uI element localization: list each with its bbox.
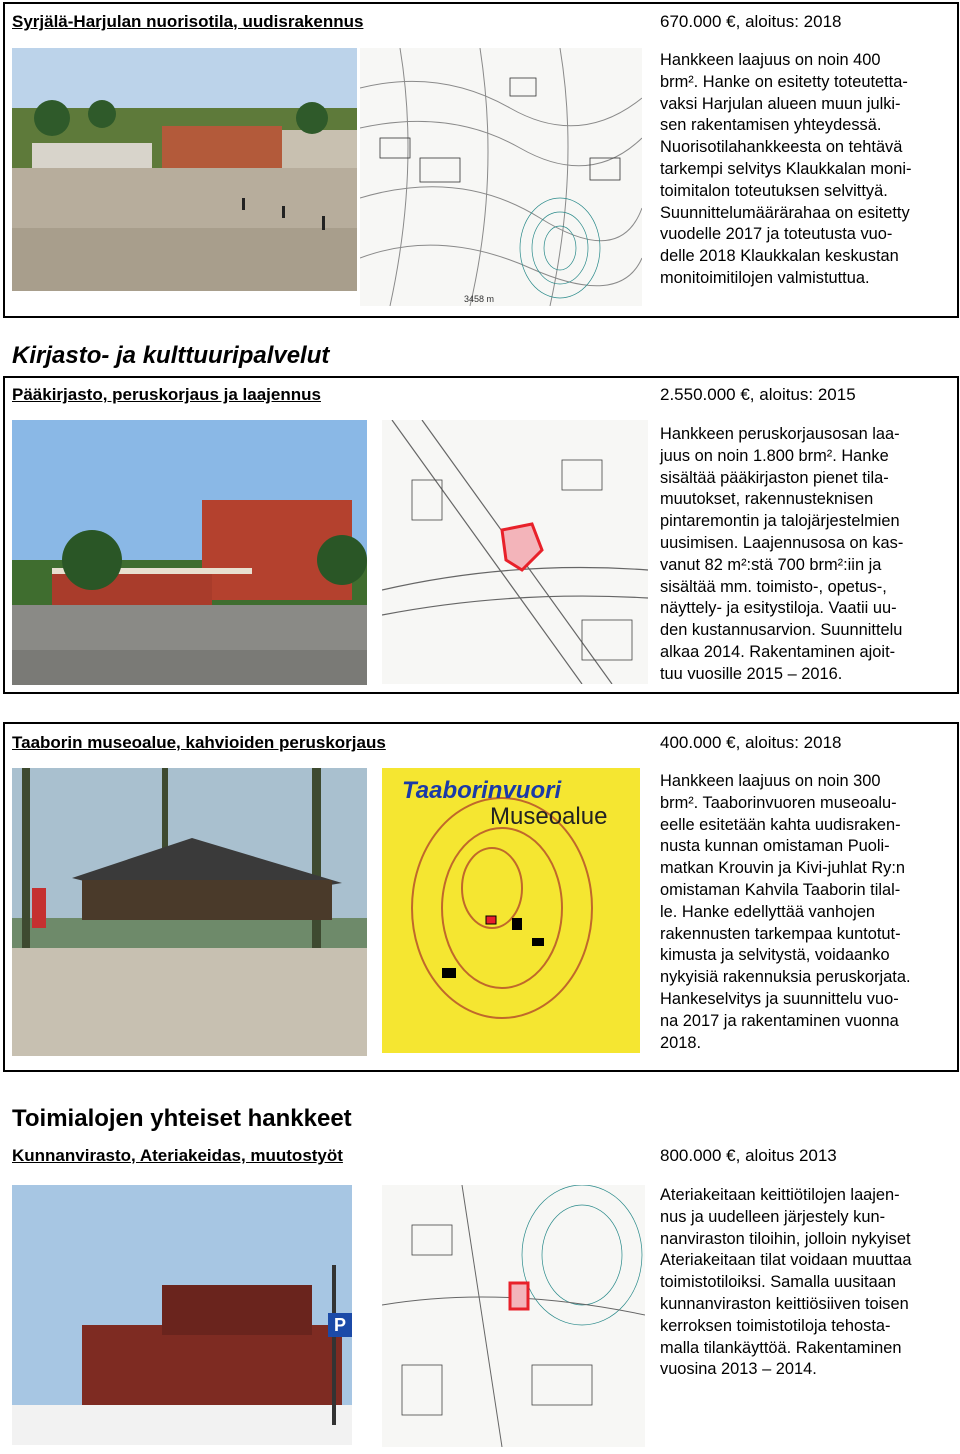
project-cost: 670.000 €, aloitus: 2018 [660,12,842,31]
parking-sign-letter: P [334,1315,347,1335]
section-heading-toimialat: Toimialojen yhteiset hankkeet [12,1105,352,1132]
project-title: Pääkirjasto, peruskorjaus ja laajennus [12,385,321,404]
project-title: Syrjälä-Harjulan nuorisotila, uudisrakennus [12,12,364,31]
project-cost: 400.000 €, aloitus: 2018 [660,733,842,752]
map-kunnanvirasto [382,1185,645,1447]
map-paakirjasto [382,420,648,684]
photo-nuorisotila-site [12,48,357,291]
highlight-area [510,1283,528,1309]
map-title: Taaborinvuori [402,777,562,804]
map-subtitle: Museoalue [490,803,608,830]
project-title: Kunnanvirasto, Ateriakeidas, muutostyöt [12,1146,343,1165]
photo-paakirjasto [12,420,367,685]
photo-kunnanvirasto [12,1185,352,1445]
project-description: Hankkeen laajuus on noin 300 brm². Taaborinvuoren museoalu- eelle esitetään kahta uudisraken- nusta kunnan omistaman Puoli- matkan Krouvin ja Kivi-juhlat Ry:n omistaman Kahvila Taaborin tilal- le. Hanke edellyttää vanhojen rakennusten tarkempaa kuntotut- kimusta ja selvitystä, voidaanko nykyisiä rakennuksia peruskorjata. Hankeselvitys ja suunnittelu vuo- na 2017 ja rakentaminen vuonna 2018. [660,772,911,1052]
project-description: Hankkeen laajuus on noin 400 brm². Hanke on esitetty toteutetta- vaksi Harjulan alueen muun julki- sen rakentamisen yhteydessä. Nuorisotilahankkeesta on tehtävä tarkempi selvitys Klaukkalan moni- toimitalon toteutuksen selvittyä. Suunnittelumäärärahaa on esitetty vuodelle 2017 ja toteutusta vuo- delle 2018 Klaukkalan keskustan monitoimitilojen valmistuttua. [660,51,912,287]
map-nuorisotila [360,48,642,306]
map-taabori [382,768,640,1053]
project-description: Hankkeen peruskorjausosan laa- juus on noin 1.800 brm². Hanke sisältää pääkirjaston pienet tila- muutokset, rakennusteknisen pintaremontin ja talojärjestelmien uusimisen. Laajennusosa on kas- vanut 82 m²:stä 700 brm²:iin ja sisältää mm. toimisto-, opetus-, näyttely- ja esitystiloja. Vaatii uu- den kustannusarvion. Suunnittelu alkaa 2014. Rakentaminen ajoit- tuu vuosille 2015 – 2016. [660,425,904,683]
section-heading-kirjasto: Kirjasto- ja kulttuuripalvelut [12,342,330,369]
project-description: Ateriakeitaan keittiötilojen laajen- nus ja uudelleen järjestely kun- nanviraston tiloihin, jolloin nykyiset Ateriakeitaan tilat voidaan muuttaa toimistotiloiksi. Samalla uusitaan kunnanviraston keittiösiiven toisen kerroksen toimistotiloja tehosta- malla tilankäyttöä. Rakentaminen vuosina 2013 – 2014. [660,1186,912,1379]
project-title: Taaborin museoalue, kahvioiden peruskorjaus [12,733,386,752]
photo-taabori-kahvio [12,768,367,1056]
project-cost: 2.550.000 €, aloitus: 2015 [660,385,856,404]
map-scale-label: 3458 m [464,294,495,304]
project-cost: 800.000 €, aloitus 2013 [660,1146,837,1165]
